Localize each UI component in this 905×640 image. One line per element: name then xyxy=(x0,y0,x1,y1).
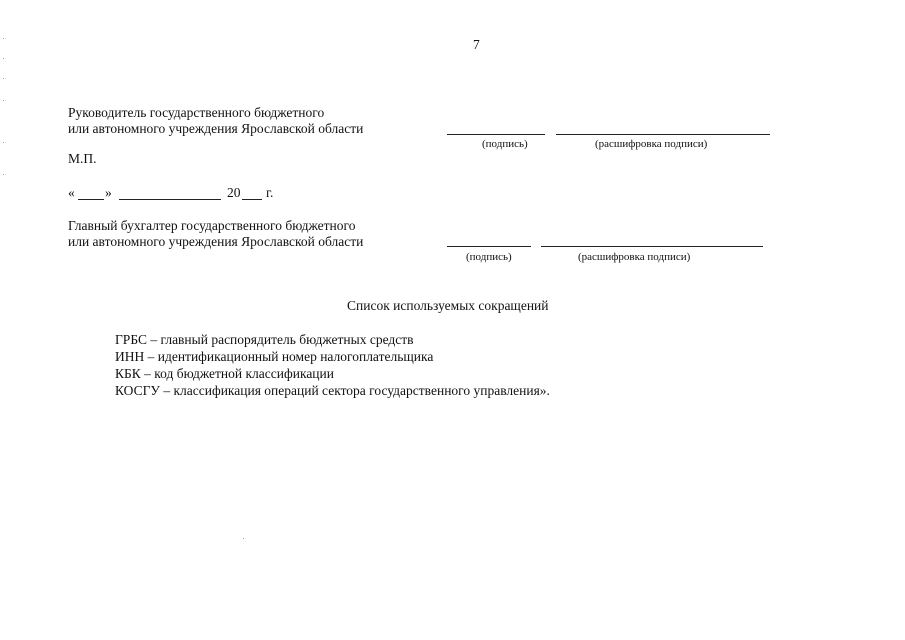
director-title-line2: или автономного учреждения Ярославской области xyxy=(68,121,364,136)
director-decode-line xyxy=(556,134,770,135)
scan-speck xyxy=(3,174,4,175)
date-day-blank xyxy=(78,199,104,200)
date-month-blank xyxy=(119,199,221,200)
page-number: 7 xyxy=(473,37,480,52)
accountant-title-line1: Главный бухгалтер государственного бюджетного xyxy=(68,218,356,233)
date-year-blank xyxy=(242,199,262,200)
scan-speck xyxy=(3,58,4,59)
accountant-decode-caption: (расшифровка подписи) xyxy=(578,251,691,263)
abbreviation-item: КБК – код бюджетной классификации xyxy=(115,366,334,381)
director-signature-line xyxy=(447,134,545,135)
abbreviation-item: ИНН – идентификационный номер налогоплательщика xyxy=(115,349,434,364)
scan-speck xyxy=(3,38,4,39)
scan-speck xyxy=(3,100,4,101)
abbreviation-item: КОСГУ – классификация операций сектора государственного управления». xyxy=(115,383,550,398)
abbreviation-item: ГРБС – главный распорядитель бюджетных средств xyxy=(115,332,414,347)
scan-speck xyxy=(3,142,4,143)
stamp-label: М.П. xyxy=(68,151,97,166)
date-year-prefix: 20 xyxy=(227,185,241,200)
date-open-quote: « xyxy=(68,185,75,200)
scan-speck xyxy=(243,538,244,539)
date-close-quote: » xyxy=(105,185,112,200)
scan-speck xyxy=(3,78,4,79)
abbreviations-title: Список используемых сокращений xyxy=(347,298,549,313)
director-signature-caption: (подпись) xyxy=(482,138,528,150)
date-year-suffix: г. xyxy=(266,185,274,200)
director-decode-caption: (расшифровка подписи) xyxy=(595,138,708,150)
accountant-decode-line xyxy=(541,246,763,247)
director-title-line1: Руководитель государственного бюджетного xyxy=(68,105,325,120)
accountant-signature-caption: (подпись) xyxy=(466,251,512,263)
accountant-title-line2: или автономного учреждения Ярославской области xyxy=(68,234,364,249)
accountant-signature-line xyxy=(447,246,531,247)
